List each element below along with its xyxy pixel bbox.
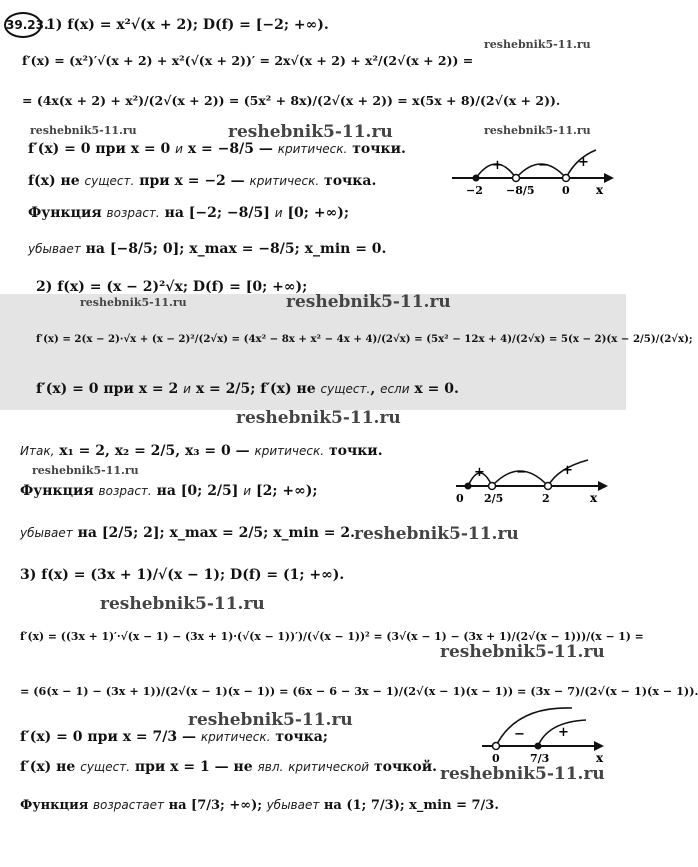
text: точкой. [373,759,437,775]
handwritten-note: критической [288,760,370,774]
p1-increasing-line [28,204,349,222]
sign: − [538,158,549,173]
text: , [370,381,376,397]
handwritten-note: сущест. [80,760,131,774]
watermark: reshebnik5-11.ru [286,292,451,312]
p1-undefined-line [28,172,376,190]
handwritten-note: убывает [20,526,73,540]
handwritten-note: и [274,206,283,220]
text: x₁ = 2, x₂ = 2/5, x₃ = 0 — [59,443,250,459]
watermark: reshebnik5-11.ru [236,408,401,428]
p3-simplify-line: = (6(x − 1) − (3x + 1))/(2√(x − 1)(x − 1)) = (6x − 6 − 3x − 1)/(2√(x − 1)(x − 1)) = (3x − 7)/(2√(x − 1)(x − 1)). [20,684,698,698]
point [535,743,542,750]
p3-undefined-line [20,758,437,776]
sign: − [516,465,527,480]
handwritten-note: сущест. [320,382,371,396]
axis-label: x [596,183,604,197]
handwritten-note: и [243,484,252,498]
text: точка; [275,729,328,745]
point-label: 7/3 [530,752,550,765]
text: f′(x) = 0 при x = 7/3 — [20,729,196,745]
point-label: −2 [466,184,483,197]
watermark: reshebnik5-11.ru [32,464,139,477]
handwritten-note: критичеcк. [277,142,348,156]
text: точки. [352,141,406,157]
handwritten-note: возрастает [92,798,165,812]
sign: + [492,158,503,173]
text: f′(x) не [20,759,76,775]
point-label: 0 [492,752,500,765]
watermark: reshebnik5-11.ru [100,594,265,614]
text: точка. [324,173,377,189]
sign: + [474,465,485,480]
p3-monotonic-line [20,796,499,815]
watermark: reshebnik5-11.ru [80,296,187,309]
point-label: 0 [562,184,570,197]
sign: − [514,727,525,742]
sign-diagram-2 [440,446,610,516]
text: f′(x) = 0 при x = 0 [28,141,171,157]
handwritten-note: явл. [257,760,284,774]
point [563,175,570,182]
handwritten-note: критическ. [254,444,325,458]
axis-arrow [604,173,614,183]
sign: + [562,463,573,478]
sign: + [558,725,569,740]
watermark: reshebnik5-11.ru [440,642,605,662]
text: на (1; 7/3); x_min = 7/3. [323,798,499,813]
watermark: reshebnik5-11.ru [484,38,591,51]
axis-arrow [598,481,608,491]
text: f′(x) = 0 при x = 2 [36,381,179,397]
handwritten-note: убывает [266,798,320,812]
sign: + [578,155,589,170]
text: на [2/5; 2]; x_max = 2/5; x_min = 2. [77,525,355,541]
sign-diagram-1 [446,136,616,206]
problem-number-badge: 39.23. [4,12,42,38]
p1-simplify-line: = (4x(x + 2) + x²)/(2√(x + 2)) = (5x² + 8x)/(2√(x + 2)) = x(5x + 8)/(2√(x + 2)). [22,93,561,108]
text: при x = 1 — не [134,759,253,775]
text: f(x) не [28,173,80,189]
handwritten-note: возраст. [98,484,152,498]
point [545,483,552,490]
text: на [0; 2/5] [156,483,239,499]
handwritten-note: и [183,382,191,396]
point-label: 2 [542,492,550,505]
text: Функция [20,483,94,499]
axis-label: x [596,751,604,765]
text: точки. [328,443,383,459]
handwritten-note: Итак, [20,444,55,458]
text: Функция [28,205,102,221]
point-label: 0 [456,492,464,505]
text: Функция [20,798,89,813]
text: x = 0. [414,381,459,397]
watermark: reshebnik5-11.ru [354,524,519,544]
handwritten-note: если [380,382,410,396]
handwritten-note: критическ. [200,730,271,744]
p1-derivative-line: f′(x) = (x²)′√(x + 2) + x²(√(x + 2))′ = 2x√(x + 2) + x²/(2√(x + 2)) = [22,53,474,68]
watermark: reshebnik5-11.ru [188,710,353,730]
p1-zero-line [28,140,406,158]
handwritten-note: возраст. [106,206,160,220]
text: на [7/3; +∞); [168,798,263,813]
text: x = −8/5 — [187,141,273,157]
p2-increasing-line [20,482,318,500]
p3-function-line: 3) f(x) = (3x + 1)/√(x − 1); D(f) = (1; +∞). [20,567,345,583]
point-label: 2/5 [484,492,504,505]
watermark: reshebnik5-11.ru [228,122,393,142]
point [493,743,500,750]
p2-function-line: 2) f(x) = (x − 2)²√x; D(f) = [0; +∞); [36,279,308,295]
axis-arrow [594,741,604,751]
watermark: reshebnik5-11.ru [30,124,137,137]
p2-zero-line [36,380,459,398]
p2-decreasing-line [20,524,355,542]
text: [2; +∞); [255,483,318,499]
text: x = 2/5; f′(x) не [195,381,316,397]
text: при x = −2 — [139,173,245,189]
p2-derivative-line: f′(x) = 2(x − 2)·√x + (x − 2)²/(2√x) = (4x² − 8x + x² − 4x + 4)/(2√x) = (5x² − 12x + 4)/(2√x) = 5(x − 2)(x − 2/5)/(2√x); [36,333,693,345]
point [513,175,520,182]
axis-label: x [590,491,598,505]
text: на [−2; −8/5] [164,205,270,221]
p1-decreasing-line [28,240,386,258]
point [473,175,480,182]
text: на [−8/5; 0]; x_max = −8/5; x_min = 0. [85,241,387,257]
handwritten-note: убывает [28,242,81,256]
p3-derivative-line: f′(x) = ((3x + 1)′·√(x − 1) − (3x + 1)·(√(x − 1))′)/(√(x − 1))² = (3√(x − 1) − (3x + 1)/(2√(x − 1)))/(x − 1) = [20,630,644,643]
handwritten-note: и [175,142,183,156]
p2-summary-line [20,442,383,460]
p1-function-line: 1) f(x) = x²√(x + 2); D(f) = [−2; +∞). [46,17,329,33]
p3-zero-line [20,728,328,746]
handwritten-note: сущест. [84,174,135,188]
watermark: reshebnik5-11.ru [440,764,605,784]
point-label: −8/5 [506,184,535,197]
text: [0; +∞); [287,205,350,221]
point [489,483,496,490]
handwritten-note: критическ. [249,174,320,188]
sign-diagram-3 [466,704,616,770]
watermark: reshebnik5-11.ru [484,124,591,137]
point [465,483,472,490]
